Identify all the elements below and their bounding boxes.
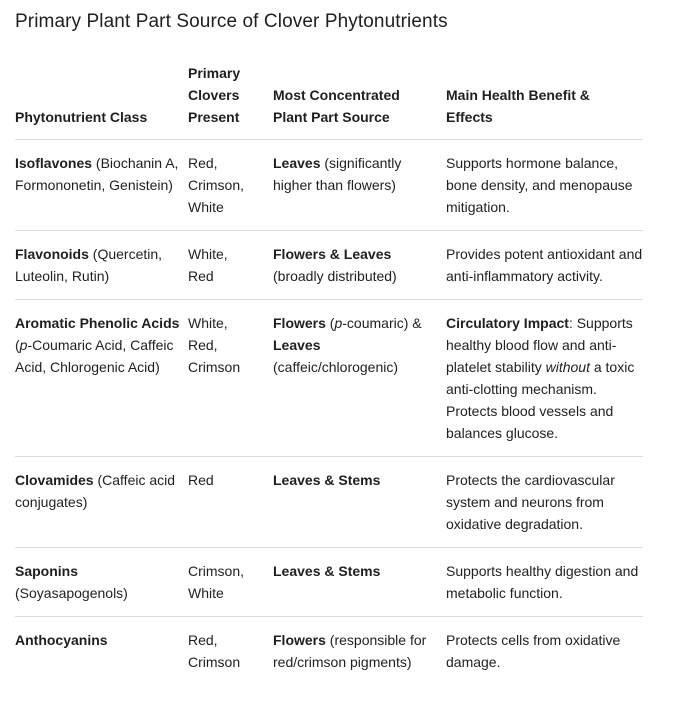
table-header-row [15, 62, 643, 140]
header-clovers: Primary Clovers Present [188, 62, 273, 140]
cell-benefit: Supports hormone balance, bone density, and menopause mitigation. [446, 140, 643, 231]
cell-source: Flowers (p-coumaric) & Leaves (caffeic/chlorogenic) [273, 300, 446, 457]
table-row [15, 300, 643, 457]
cell-source: Flowers & Leaves (broadly distributed) [273, 231, 446, 300]
cell-benefit: Circulatory Impact: Supports healthy blood flow and anti-platelet stability without a toxic anti-clotting mechanism. Protects blood vessels and balances glucose. [446, 300, 643, 457]
header-class: Phytonutrient Class [15, 62, 188, 140]
cell-benefit: Protects cells from oxidative damage. [446, 632, 621, 670]
table-row [15, 617, 643, 686]
page-title: Primary Plant Part Source of Clover Phytonutrients [15, 11, 448, 32]
table-row [15, 140, 643, 231]
cell-clovers: Red, Crimson, White [188, 140, 273, 231]
cell-class: Flavonoids (Quercetin, Luteolin, Rutin) [15, 231, 188, 300]
cell-class: Anthocyanins [15, 632, 108, 648]
table-row [15, 457, 643, 548]
cell-benefit: Supports healthy digestion and metabolic function. [446, 548, 643, 617]
header-benefit: Main Health Benefit & Effects [446, 62, 643, 140]
cell-clovers: Red, Crimson [188, 632, 241, 670]
table-row [15, 548, 643, 617]
cell-class: Aromatic Phenolic Acids (p-Coumaric Acid, Caffeic Acid, Chlorogenic Acid) [15, 300, 188, 457]
cell-benefit: Protects the cardiovascular system and neurons from oxidative degradation. [446, 457, 643, 548]
cell-source: Leaves & Stems [273, 548, 446, 617]
header-source: Most Concentrated Plant Part Source [273, 62, 446, 140]
cell-class: Clovamides (Caffeic acid conjugates) [15, 457, 188, 548]
cell-source: Flowers (responsible for red/crimson pigments) [273, 632, 427, 670]
phytonutrient-table [15, 62, 643, 685]
cell-class: Isoflavones (Biochanin A, Formononetin, Genistein) [15, 140, 188, 231]
cell-source: Leaves (significantly higher than flowers) [273, 140, 446, 231]
cell-source: Leaves & Stems [273, 457, 446, 548]
cell-benefit: Provides potent antioxidant and anti-inflammatory activity. [446, 231, 643, 300]
cell-clovers: White, Red, Crimson [188, 300, 273, 457]
cell-clovers: White, Red [188, 231, 273, 300]
table-row [15, 231, 643, 300]
cell-class: Saponins (Soyasapogenols) [15, 548, 188, 617]
cell-clovers: Red [188, 457, 273, 548]
cell-clovers: Crimson, White [188, 548, 273, 617]
